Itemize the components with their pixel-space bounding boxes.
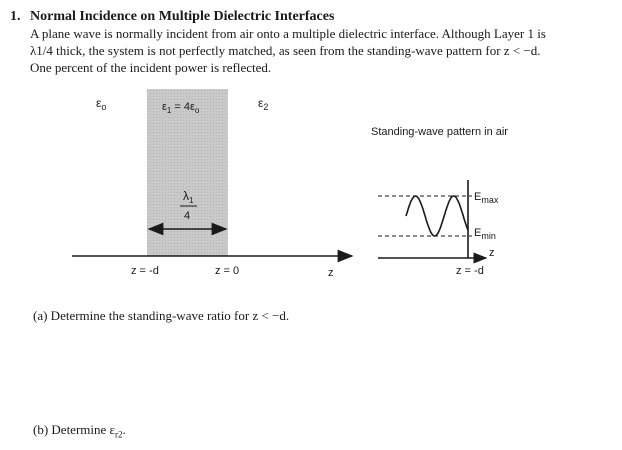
right-z-axis-label: z bbox=[489, 247, 495, 259]
right-z-minus-d-label: z = -d bbox=[456, 265, 484, 277]
standing-wave-title: Standing-wave pattern in air bbox=[371, 126, 508, 138]
epsilon-1-label: $\varepsilon_1 = 4\varepsilon_o$ bbox=[162, 101, 200, 115]
emin-label: $E_{min}$ bbox=[474, 227, 496, 241]
fraction-denominator: 4 bbox=[184, 210, 191, 222]
problem-number: 1. bbox=[10, 9, 21, 24]
epsilon-2-label: $\varepsilon_2$ bbox=[258, 96, 269, 112]
z-zero-label: z = 0 bbox=[215, 265, 240, 277]
part-b-question bbox=[33, 422, 126, 440]
epsilon-0-label: $\varepsilon_o$ bbox=[96, 96, 107, 112]
z-minus-d-label: z = -d bbox=[131, 265, 159, 277]
problem-statement-line-1: A plane wave is normally incident from air onto a multiple dielectric interface. Although Layer 1 is bbox=[30, 26, 546, 41]
layer-1-region bbox=[147, 89, 228, 256]
part-b-text: (b) Determine ε bbox=[33, 422, 115, 437]
problem-statement-line-3: One percent of the incident power is reflected. bbox=[30, 60, 272, 75]
part-b-subscript: r2 bbox=[114, 429, 123, 440]
lambda-1-label: $\lambda_1$ bbox=[183, 189, 194, 205]
part-b-period: . bbox=[122, 422, 126, 437]
problem-title: Normal Incidence on Multiple Dielectric Interfaces bbox=[30, 9, 335, 24]
standing-wave-curve bbox=[406, 196, 468, 236]
emax-label: $E_{max}$ bbox=[474, 191, 499, 205]
problem-statement-line-2: λ1/4 thick, the system is not perfectly matched, as seen from the standing-wave pattern for z < −d. bbox=[30, 43, 541, 58]
z-axis-label: z bbox=[328, 267, 334, 279]
part-a-question: (a) Determine the standing-wave ratio for z < −d. bbox=[33, 308, 290, 323]
